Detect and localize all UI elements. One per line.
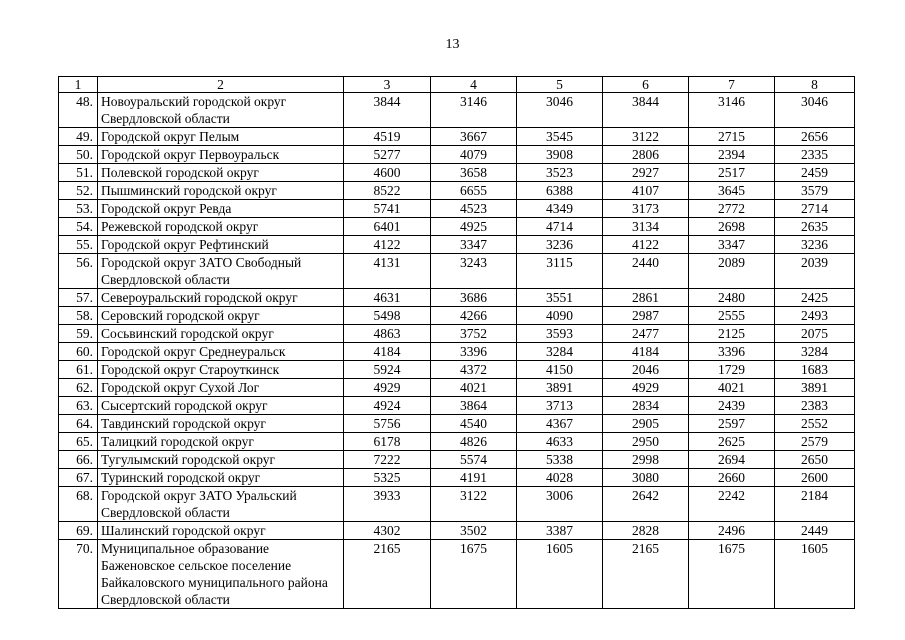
table-row (59, 182, 855, 200)
value-cell: 6655 (431, 182, 517, 200)
row-number: 58. (59, 307, 98, 325)
value-cell: 3593 (517, 325, 603, 343)
municipality-name: Сысертский городской округ (98, 397, 344, 415)
value-cell: 2480 (689, 289, 775, 307)
value-cell: 2555 (689, 307, 775, 325)
value-cell: 3284 (775, 343, 855, 361)
row-number: 54. (59, 218, 98, 236)
value-cell: 4131 (344, 254, 431, 289)
value-cell: 2650 (775, 451, 855, 469)
value-cell: 4863 (344, 325, 431, 343)
table-row (59, 93, 855, 128)
row-number: 62. (59, 379, 98, 397)
value-cell: 6388 (517, 182, 603, 200)
value-cell: 4929 (344, 379, 431, 397)
value-cell: 2477 (603, 325, 689, 343)
value-cell: 4925 (431, 218, 517, 236)
header-cell: 4 (431, 77, 517, 93)
value-cell: 3908 (517, 146, 603, 164)
value-cell: 4021 (431, 379, 517, 397)
value-cell: 5574 (431, 451, 517, 469)
table-row (59, 433, 855, 451)
row-number: 57. (59, 289, 98, 307)
value-cell: 2597 (689, 415, 775, 433)
value-cell: 3236 (775, 236, 855, 254)
row-number: 70. (59, 540, 98, 609)
value-cell: 3046 (775, 93, 855, 128)
row-number: 49. (59, 128, 98, 146)
value-cell: 2905 (603, 415, 689, 433)
value-cell: 2496 (689, 522, 775, 540)
row-number: 51. (59, 164, 98, 182)
row-number: 68. (59, 487, 98, 522)
value-cell: 5277 (344, 146, 431, 164)
value-cell: 3686 (431, 289, 517, 307)
table-row (59, 522, 855, 540)
value-cell: 2046 (603, 361, 689, 379)
header-row (59, 77, 855, 93)
row-number: 63. (59, 397, 98, 415)
value-cell: 3933 (344, 487, 431, 522)
value-cell: 2635 (775, 218, 855, 236)
value-cell: 4924 (344, 397, 431, 415)
value-cell: 4184 (603, 343, 689, 361)
value-cell: 3844 (344, 93, 431, 128)
value-cell: 2440 (603, 254, 689, 289)
table-row (59, 307, 855, 325)
value-cell: 5741 (344, 200, 431, 218)
value-cell: 2335 (775, 146, 855, 164)
value-cell: 2698 (689, 218, 775, 236)
value-cell: 2125 (689, 325, 775, 343)
value-cell: 4107 (603, 182, 689, 200)
municipality-name: Пышминский городской округ (98, 182, 344, 200)
value-cell: 2660 (689, 469, 775, 487)
municipality-name: Муниципальное образование Баженовское сельское поселение Байкаловского муниципального района Свердловской области (98, 540, 344, 609)
value-cell: 2694 (689, 451, 775, 469)
data-table (58, 76, 855, 609)
municipality-name: Городской округ Сухой Лог (98, 379, 344, 397)
value-cell: 4090 (517, 307, 603, 325)
value-cell: 3667 (431, 128, 517, 146)
value-cell: 8522 (344, 182, 431, 200)
value-cell: 2039 (775, 254, 855, 289)
value-cell: 6401 (344, 218, 431, 236)
header-cell: 8 (775, 77, 855, 93)
municipality-name: Городской округ ЗАТО Свободный Свердловской области (98, 254, 344, 289)
table-row (59, 451, 855, 469)
value-cell: 3146 (689, 93, 775, 128)
table-row (59, 254, 855, 289)
value-cell: 2089 (689, 254, 775, 289)
row-number: 65. (59, 433, 98, 451)
value-cell: 2184 (775, 487, 855, 522)
value-cell: 2987 (603, 307, 689, 325)
row-number: 50. (59, 146, 98, 164)
value-cell: 4150 (517, 361, 603, 379)
value-cell: 2075 (775, 325, 855, 343)
value-cell: 3046 (517, 93, 603, 128)
value-cell: 2950 (603, 433, 689, 451)
value-cell: 3752 (431, 325, 517, 343)
value-cell: 4826 (431, 433, 517, 451)
value-cell: 3173 (603, 200, 689, 218)
page-number: 13 (445, 37, 460, 52)
value-cell: 3115 (517, 254, 603, 289)
value-cell: 7222 (344, 451, 431, 469)
value-cell: 3122 (603, 128, 689, 146)
value-cell: 2998 (603, 451, 689, 469)
value-cell: 2242 (689, 487, 775, 522)
value-cell: 2493 (775, 307, 855, 325)
municipality-name: Режевской городской округ (98, 218, 344, 236)
table-row (59, 218, 855, 236)
municipality-name: Серовский городской округ (98, 307, 344, 325)
value-cell: 2625 (689, 433, 775, 451)
value-cell: 4122 (344, 236, 431, 254)
value-cell: 3545 (517, 128, 603, 146)
value-cell: 2449 (775, 522, 855, 540)
value-cell: 4021 (689, 379, 775, 397)
value-cell: 3396 (689, 343, 775, 361)
value-cell: 5498 (344, 307, 431, 325)
value-cell: 3236 (517, 236, 603, 254)
value-cell: 6178 (344, 433, 431, 451)
table-row (59, 236, 855, 254)
header-cell: 1 (59, 77, 98, 93)
value-cell: 4184 (344, 343, 431, 361)
value-cell: 3658 (431, 164, 517, 182)
value-cell: 3396 (431, 343, 517, 361)
value-cell: 3134 (603, 218, 689, 236)
header-cell: 3 (344, 77, 431, 93)
municipality-name: Сосьвинский городской округ (98, 325, 344, 343)
table-row (59, 379, 855, 397)
value-cell: 3284 (517, 343, 603, 361)
value-cell: 4929 (603, 379, 689, 397)
row-number: 67. (59, 469, 98, 487)
value-cell: 3243 (431, 254, 517, 289)
value-cell: 2772 (689, 200, 775, 218)
value-cell: 4631 (344, 289, 431, 307)
value-cell: 4028 (517, 469, 603, 487)
value-cell: 3579 (775, 182, 855, 200)
table-row (59, 200, 855, 218)
value-cell: 4633 (517, 433, 603, 451)
row-number: 61. (59, 361, 98, 379)
value-cell: 3523 (517, 164, 603, 182)
value-cell: 2517 (689, 164, 775, 182)
value-cell: 2439 (689, 397, 775, 415)
value-cell: 5924 (344, 361, 431, 379)
value-cell: 3551 (517, 289, 603, 307)
value-cell: 2715 (689, 128, 775, 146)
value-cell: 4079 (431, 146, 517, 164)
value-cell: 5756 (344, 415, 431, 433)
municipality-name: Городской округ ЗАТО Уральский Свердловской области (98, 487, 344, 522)
municipality-name: Североуральский городской округ (98, 289, 344, 307)
header-cell: 5 (517, 77, 603, 93)
value-cell: 2861 (603, 289, 689, 307)
value-cell: 2394 (689, 146, 775, 164)
header-cell: 6 (603, 77, 689, 93)
value-cell: 5338 (517, 451, 603, 469)
table-row (59, 397, 855, 415)
value-cell: 3891 (775, 379, 855, 397)
value-cell: 2579 (775, 433, 855, 451)
value-cell: 2165 (344, 540, 431, 609)
value-cell: 2425 (775, 289, 855, 307)
value-cell: 4266 (431, 307, 517, 325)
municipality-name: Городской округ Первоуральск (98, 146, 344, 164)
value-cell: 3844 (603, 93, 689, 128)
table-row (59, 540, 855, 609)
row-number: 60. (59, 343, 98, 361)
value-cell: 3080 (603, 469, 689, 487)
table-row (59, 289, 855, 307)
value-cell: 1675 (689, 540, 775, 609)
row-number: 52. (59, 182, 98, 200)
row-number: 53. (59, 200, 98, 218)
municipality-name: Новоуральский городской округ Свердловской области (98, 93, 344, 128)
table-row (59, 415, 855, 433)
table-row (59, 164, 855, 182)
value-cell: 2383 (775, 397, 855, 415)
municipality-name: Городской округ Пелым (98, 128, 344, 146)
table-row (59, 325, 855, 343)
value-cell: 3645 (689, 182, 775, 200)
value-cell: 4519 (344, 128, 431, 146)
value-cell: 4367 (517, 415, 603, 433)
value-cell: 2656 (775, 128, 855, 146)
value-cell: 4122 (603, 236, 689, 254)
header-cell: 7 (689, 77, 775, 93)
value-cell: 3387 (517, 522, 603, 540)
value-cell: 4540 (431, 415, 517, 433)
municipality-name: Тугулымский городской округ (98, 451, 344, 469)
row-number: 66. (59, 451, 98, 469)
table-row (59, 146, 855, 164)
table-row (59, 343, 855, 361)
value-cell: 4600 (344, 164, 431, 182)
value-cell: 2600 (775, 469, 855, 487)
row-number: 48. (59, 93, 98, 128)
value-cell: 3146 (431, 93, 517, 128)
value-cell: 4349 (517, 200, 603, 218)
value-cell: 3006 (517, 487, 603, 522)
value-cell: 3347 (689, 236, 775, 254)
value-cell: 3713 (517, 397, 603, 415)
value-cell: 1675 (431, 540, 517, 609)
municipality-name: Городской округ Староуткинск (98, 361, 344, 379)
value-cell: 2552 (775, 415, 855, 433)
municipality-name: Талицкий городской округ (98, 433, 344, 451)
value-cell: 3122 (431, 487, 517, 522)
municipality-name: Городской округ Среднеуральск (98, 343, 344, 361)
row-number: 64. (59, 415, 98, 433)
value-cell: 2806 (603, 146, 689, 164)
value-cell: 2834 (603, 397, 689, 415)
value-cell: 4372 (431, 361, 517, 379)
row-number: 55. (59, 236, 98, 254)
table-row (59, 128, 855, 146)
value-cell: 2459 (775, 164, 855, 182)
municipality-name: Туринский городской округ (98, 469, 344, 487)
value-cell: 1605 (517, 540, 603, 609)
municipality-name: Городской округ Рефтинский (98, 236, 344, 254)
value-cell: 2165 (603, 540, 689, 609)
value-cell: 2927 (603, 164, 689, 182)
header-cell: 2 (98, 77, 344, 93)
value-cell: 3891 (517, 379, 603, 397)
value-cell: 4191 (431, 469, 517, 487)
value-cell: 2642 (603, 487, 689, 522)
value-cell: 1605 (775, 540, 855, 609)
value-cell: 1729 (689, 361, 775, 379)
value-cell: 3864 (431, 397, 517, 415)
municipality-name: Полевской городской округ (98, 164, 344, 182)
table-row (59, 361, 855, 379)
value-cell: 1683 (775, 361, 855, 379)
value-cell: 4302 (344, 522, 431, 540)
row-number: 59. (59, 325, 98, 343)
table-row (59, 469, 855, 487)
value-cell: 2828 (603, 522, 689, 540)
municipality-name: Шалинский городской округ (98, 522, 344, 540)
value-cell: 3502 (431, 522, 517, 540)
value-cell: 4523 (431, 200, 517, 218)
value-cell: 5325 (344, 469, 431, 487)
row-number: 69. (59, 522, 98, 540)
row-number: 56. (59, 254, 98, 289)
municipality-name: Тавдинский городской округ (98, 415, 344, 433)
value-cell: 2714 (775, 200, 855, 218)
municipality-name: Городской округ Ревда (98, 200, 344, 218)
table-row (59, 487, 855, 522)
value-cell: 3347 (431, 236, 517, 254)
value-cell: 4714 (517, 218, 603, 236)
